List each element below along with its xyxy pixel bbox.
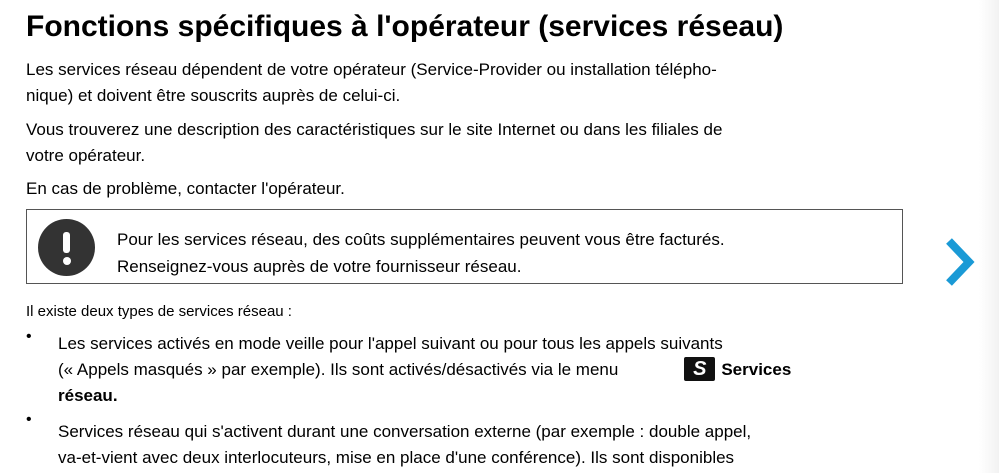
types-intro: Il existe deux types de services réseau :	[26, 303, 292, 320]
network-services-menu-icon: S	[684, 357, 715, 381]
chevron-right-icon	[940, 236, 976, 288]
menu-name: Services	[721, 360, 792, 379]
menu-name: réseau.	[58, 386, 118, 405]
notice-text	[117, 226, 725, 280]
bullet-marker: •	[26, 328, 32, 345]
intro-line: votre opérateur.	[26, 146, 146, 165]
intro-line: Vous trouverez une description des caractéristiques sur le site Internet ou dans les filiales de	[26, 120, 723, 139]
list-item-line: va-et-vient avec deux interlocuteurs, mise en place d'une conférence). Ils sont disponibles	[58, 448, 735, 467]
intro-paragraph-description	[26, 117, 786, 169]
list-item-call-services	[58, 419, 751, 471]
list-item-standby-services	[58, 331, 791, 409]
intro-line: Les services réseau dépendent de votre opérateur (Service-Provider ou installation télépho-	[26, 60, 717, 79]
list-item-line: Services réseau qui s'activent durant une conversation externe (par exemple : double appel,	[58, 422, 752, 441]
cost-warning-notice	[26, 209, 903, 284]
exclamation-icon	[38, 219, 95, 276]
notice-line: Pour les services réseau, des coûts supplémentaires peuvent vous être facturés.	[117, 230, 725, 249]
notice-line: Renseignez-vous auprès de votre fournisseur réseau.	[117, 257, 522, 276]
list-item-line: (« Appels masqués » par exemple). Ils sont activés/désactivés via le menu	[58, 360, 619, 379]
intro-paragraph-problem: En cas de problème, contacter l'opérateur.	[26, 179, 345, 198]
page-title: Fonctions spécifiques à l'opérateur (services réseau)	[26, 10, 784, 43]
page-edge-shadow	[979, 0, 999, 473]
next-page-button[interactable]	[940, 236, 976, 288]
intro-paragraph-operator	[26, 57, 786, 109]
bullet-marker: •	[26, 411, 32, 428]
intro-line: nique) et doivent être souscrits auprès de celui-ci.	[26, 86, 401, 105]
list-item-line: Les services activés en mode veille pour l'appel suivant ou pour tous les appels suivants	[58, 334, 723, 353]
